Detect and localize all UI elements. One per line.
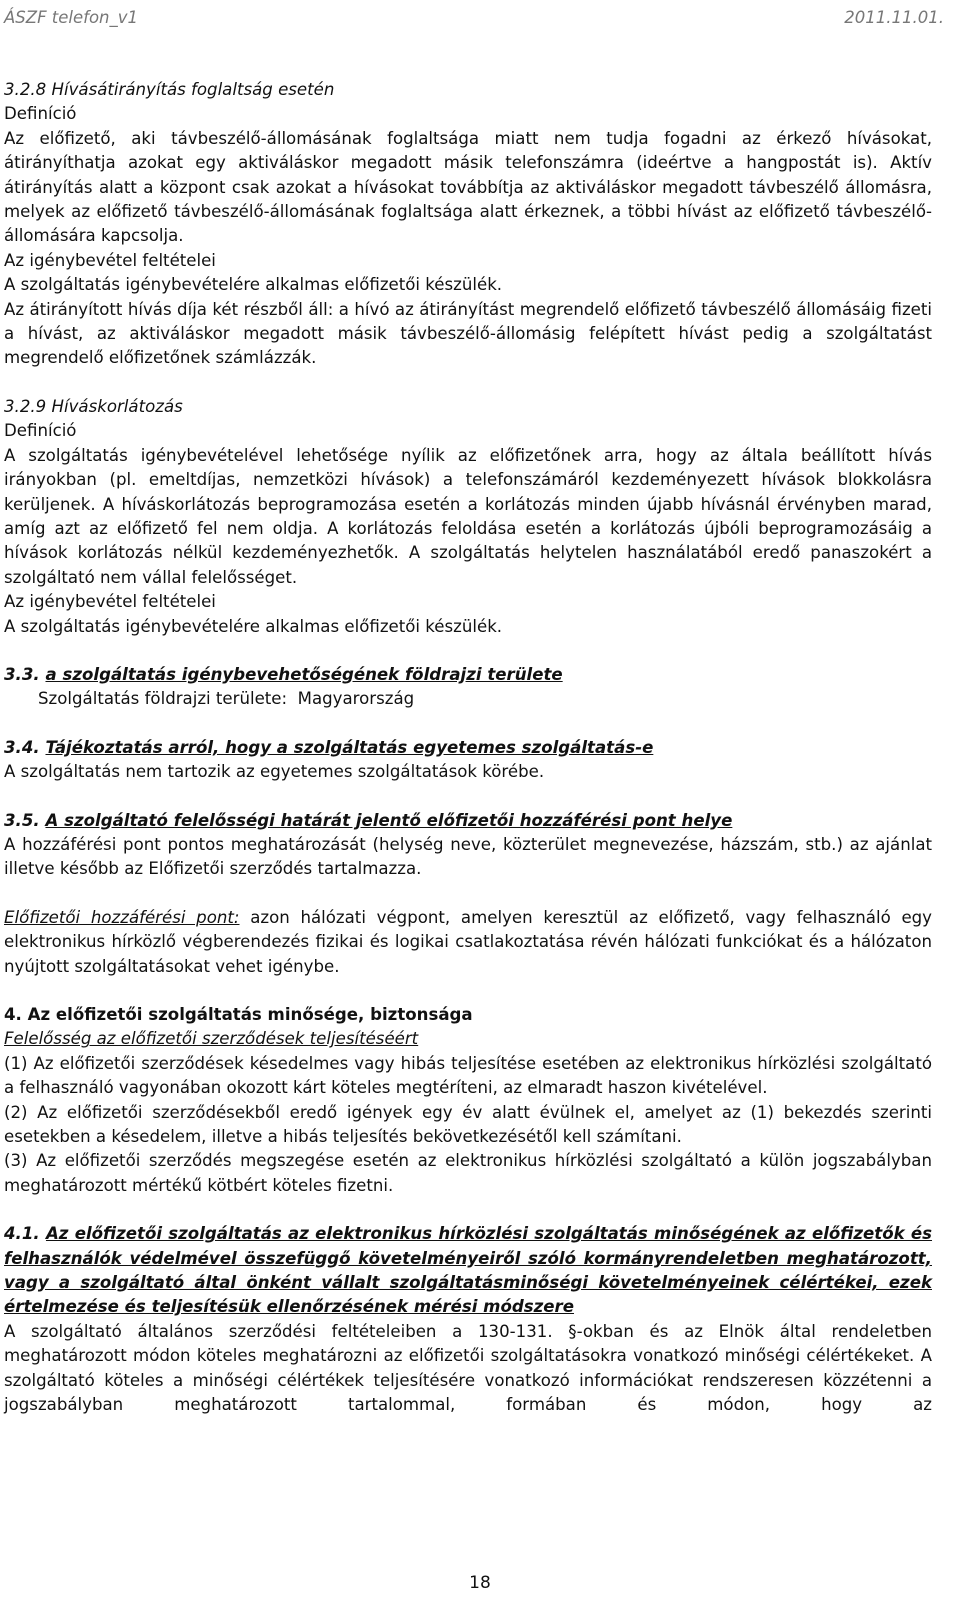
spacer [4,639,932,663]
section-4-subtitle: Felelősség az előfizetői szerződések teljesítéséért [4,1029,419,1049]
access-point-definition: azon hálózati végpont, amelyen keresztül az előfizető, vagy felhasználó egy elektronikus hírközlő végberendezés fizikai és logikai csatlakoztatása révén hálózati funkciókat és a hálózaton nyújtott szolgáltatásokat vehet igénybe. [4,907,933,976]
section-4-1-number: 4.1. [4,1224,40,1244]
document-body [4,78,932,1418]
section-3-4-title: Tájékoztatás arról, hogy a szolgáltatás egyetemes szolgáltatás-e [45,737,654,757]
section-3-4-number: 3.4. [4,737,40,757]
section-4-1-title: Az előfizetői szolgáltatás az elektronikus hírközlési szolgáltatás minőségének az előfizetők és felhasználók védelmével összefüggő követelményeiről szóló kormányrendeletben meghatározott, vagy a szolgáltató által önként vállalt szolgáltatásminőségi követelményeinek célértékei, ezek értelmezése és teljesítésük ellenőrzésének mérési módszere [4,1224,933,1317]
section-3-4-text: A szolgáltatás nem tartozik az egyetemes szolgáltatások körébe. [4,762,545,782]
section-4-1-heading [4,1222,932,1320]
section-3-2-8-definition-text: Az előfizető, aki távbeszélő-állomásának foglaltsága miatt nem tudja fogadni az érkező hívásokat, átirányíthatja azokat egy aktiváláskor megadott másik telefonszámra (ideértve a hangpostát is). Aktív átirányítás alatt a központ csak azokat a hívásokat továbbítja az aktiváláskor megadott távbeszélő állomásra, melyek az előfizető távbeszélő-állomásának foglaltsága alatt érkeznek, a többi hívást az előfizető távbeszélő-állomására kapcsolja. [4,128,932,246]
section-3-3-heading [4,663,932,687]
section-3-2-8-conditions-text: A szolgáltatás igénybevételére alkalmas előfizetői készülék. [4,275,503,295]
access-point-term: Előfizetői hozzáférési pont: [4,907,240,927]
section-3-5-definition [4,906,932,979]
section-3-5-heading [4,809,932,833]
spacer [4,1198,932,1222]
section-3-5-number: 3.5. [4,810,40,830]
section-3-2-9-definition-text: A szolgáltatás igénybevételével lehetősége nyílik az előfizetőnek arra, hogy az általa beállított hívás irányokban (pl. emeltdíjas, nemzetközi hívások) a telefonszámáról kezdeményezett hívások blokkolásra kerüljenek. A híváskorlátozás beprogramozása esetén a korlátozás minden újabb hívásnál érvényben marad, amíg azt az előfizető fel nem oldja. A korlátozás feloldása esetén a korlátozás újbóli beprogramozásáig a hívások korlátozás nélkül kezdeményezhetők. A szolgáltatás helytelen használatából eredő panaszokért a szolgáltató nem vállal felelősséget. [4,445,932,587]
header-doc-title: ÁSZF telefon_v1 [4,8,139,27]
section-3-2-8-definition-label: Definíció [4,104,77,124]
section-3-5-title: A szolgáltató felelősségi határát jelentő előfizetői hozzáférési pont helye [45,810,733,830]
section-3-2-8-conditions-label: Az igénybevétel feltételei [4,250,216,270]
section-4-paragraph-3: (3) Az előfizetői szerződés megszegése esetén az elektronikus hírközlési szolgáltató a külön jogszabályban meghatározott mértékű kötbért köteles fizetni. [4,1151,932,1195]
spacer [4,882,932,906]
section-3-5-text: A hozzáférési pont pontos meghatározását (helység neve, közterület megnevezése, házszám, stb.) az ajánlat illetve később az Előfizetői szerződés tartalmazza. [4,834,932,879]
page-number: 18 [469,1573,491,1593]
section-4-paragraph-2: (2) Az előfizetői szerződésekből eredő igények egy év alatt évülnek el, amelyet az (1) bekezdés szerinti esetekben a késedelem, illetve a hibás teljesítés bekövetkezésétől kell számítani. [4,1102,932,1147]
section-3-2-8-fee-text: Az átirányított hívás díja két részből áll: a hívó az átirányítást megrendelő előfizető távbeszélő állomásáig fizeti a hívást, az aktiváláskor megadott másik távbeszélő-állomásig felépített hívást pedig a szolgáltatást megrendelő előfizetőnek számlázzák. [4,299,932,368]
section-3-3-title: a szolgáltatás igénybevehetőségének földrajzi területe [45,664,563,684]
section-3-2-9-conditions-text: A szolgáltatás igénybevételére alkalmas előfizetői készülék. [4,616,503,636]
spacer [4,371,932,395]
section-3-2-9-definition-label: Definíció [4,421,77,441]
section-3-2-8-title: 3.2.8 Hívásátirányítás foglaltság esetén [4,80,335,99]
section-4-1-text: A szolgáltató általános szerződési feltételeiben a 130-131. §-okban és az Elnök által rendeletben meghatározott módon köteles meghatározni az előfizetői szolgáltatásokra vonatkozó minőségi célértékeket. A szolgáltató köteles a minőségi célértékek teljesítésére vonatkozó információkat rendszeresen közzétenni a jogszabályban meghatározott tartalommal, formában és módon, hogy az [4,1321,932,1415]
section-3-2-9-title: 3.2.9 Híváskorlátozás [4,396,183,416]
section-3-4-heading [4,736,932,760]
section-3-3-text: Szolgáltatás földrajzi területe: Magyarország [38,689,415,709]
spacer [4,979,932,1003]
section-4-title: 4. Az előfizetői szolgáltatás minősége, biztonsága [4,1005,473,1024]
spacer [4,785,932,809]
section-3-3-number: 3.3. [4,664,40,684]
section-3-2-9-conditions-label: Az igénybevétel feltételei [4,592,216,612]
header-date: 2011.11.01. [844,8,944,27]
page-header [4,6,944,32]
spacer [4,712,932,736]
section-4-paragraph-1: (1) Az előfizetői szerződések késedelmes vagy hibás teljesítése esetében az elektronikus hírközlési szolgáltató a felhasználó vagyonában okozott kárt köteles megtéríteni, az elmaradt haszon kivételével. [4,1053,932,1098]
